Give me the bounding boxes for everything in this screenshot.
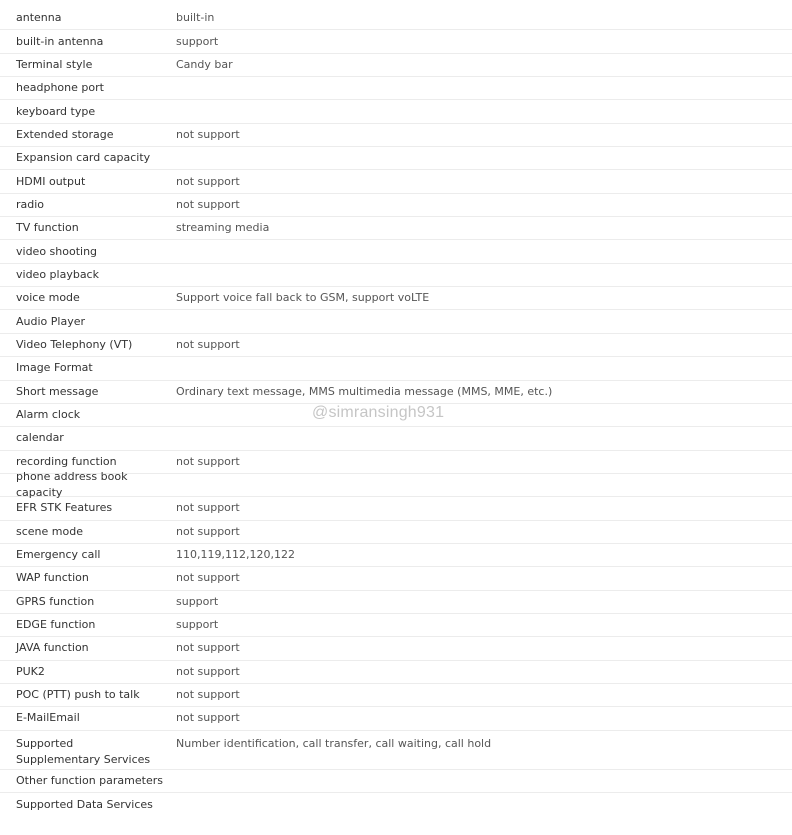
table-row (0, 567, 792, 590)
row-value: not support (176, 641, 240, 655)
row-label: antenna (16, 11, 62, 25)
row-label: PUK2 (16, 664, 45, 678)
table-row (0, 684, 792, 707)
table-row (0, 147, 792, 170)
row-label: scene mode (16, 524, 83, 538)
row-label: EDGE function (16, 618, 96, 632)
table-row (0, 591, 792, 614)
row-label: EFR STK Features (16, 501, 113, 515)
row-label: Supported Supplementary Services (16, 736, 151, 766)
table-row (0, 240, 792, 263)
table-row (0, 731, 792, 770)
row-value: support (176, 618, 219, 632)
table-row (0, 264, 792, 287)
table-row (0, 497, 792, 520)
table-row (0, 100, 792, 123)
row-label: calendar (16, 431, 64, 445)
row-label: Other function parameters (16, 773, 163, 787)
row-value: not support (176, 127, 240, 141)
row-label: HDMI output (16, 174, 86, 188)
row-label: Video Telephony (VT) (16, 337, 133, 351)
table-row (0, 614, 792, 637)
table-row (0, 770, 792, 793)
row-value: Ordinary text message, MMS multimedia message (MMS, MME, etc.) (176, 384, 553, 398)
table-row (0, 427, 792, 450)
table-row (0, 521, 792, 544)
row-label: JAVA function (16, 641, 89, 655)
spec-table (0, 7, 792, 816)
table-row (0, 54, 792, 77)
table-row (0, 793, 792, 816)
row-label: built-in antenna (16, 34, 104, 48)
row-label: Image Format (16, 361, 93, 375)
row-label: video playback (16, 267, 99, 281)
row-value: not support (176, 711, 240, 725)
row-label: E-MailEmail (16, 711, 80, 725)
row-value: not support (176, 454, 240, 468)
row-label: Supported Data Services (16, 797, 153, 811)
row-value: Candy bar (176, 57, 233, 71)
row-label: Audio Player (16, 314, 85, 328)
table-row (0, 637, 792, 660)
row-label: Expansion card capacity (16, 151, 151, 165)
row-value: not support (176, 571, 240, 585)
table-row (0, 287, 792, 310)
table-row (0, 404, 792, 427)
row-value: streaming media (176, 221, 270, 235)
row-value: support (176, 34, 219, 48)
table-row (0, 77, 792, 100)
row-label: POC (PTT) push to talk (16, 688, 140, 702)
row-value: not support (176, 174, 240, 188)
row-value: not support (176, 664, 240, 678)
row-value: not support (176, 524, 240, 538)
row-value: 110,119,112,120,122 (176, 548, 295, 562)
table-row (0, 30, 792, 53)
row-label: Alarm clock (16, 408, 81, 422)
table-row (0, 124, 792, 147)
row-value: Support voice fall back to GSM, support voLTE (176, 291, 430, 305)
table-row (0, 470, 792, 500)
row-value: support (176, 594, 219, 608)
row-label: recording function (16, 454, 117, 468)
table-row (0, 7, 792, 30)
table-row (0, 381, 792, 404)
row-label: voice mode (16, 291, 80, 305)
table-row (0, 707, 792, 730)
row-value: not support (176, 501, 240, 515)
row-label: Extended storage (16, 127, 114, 141)
table-row (0, 661, 792, 684)
table-row (0, 544, 792, 567)
table-row (0, 170, 792, 193)
row-label: GPRS function (16, 594, 95, 608)
table-row (0, 217, 792, 240)
row-label: Short message (16, 384, 99, 398)
row-label: headphone port (16, 81, 104, 95)
row-value: not support (176, 197, 240, 211)
row-label: WAP function (16, 571, 89, 585)
watermark: @simransingh931 (312, 404, 445, 421)
table-row (0, 357, 792, 380)
row-label: Terminal style (16, 57, 93, 71)
row-label: TV function (16, 221, 79, 235)
row-value: not support (176, 688, 240, 702)
row-label: Emergency call (16, 548, 101, 562)
row-label: radio (16, 197, 45, 211)
table-row (0, 310, 792, 333)
row-value: Number identification, call transfer, call waiting, call hold (176, 736, 492, 750)
row-label: video shooting (16, 244, 98, 258)
row-label: keyboard type (16, 104, 96, 118)
table-row (0, 334, 792, 357)
table-row (0, 194, 792, 217)
row-value: built-in (176, 11, 215, 25)
row-value: not support (176, 337, 240, 351)
row-label: phone address book capacity (16, 470, 128, 500)
